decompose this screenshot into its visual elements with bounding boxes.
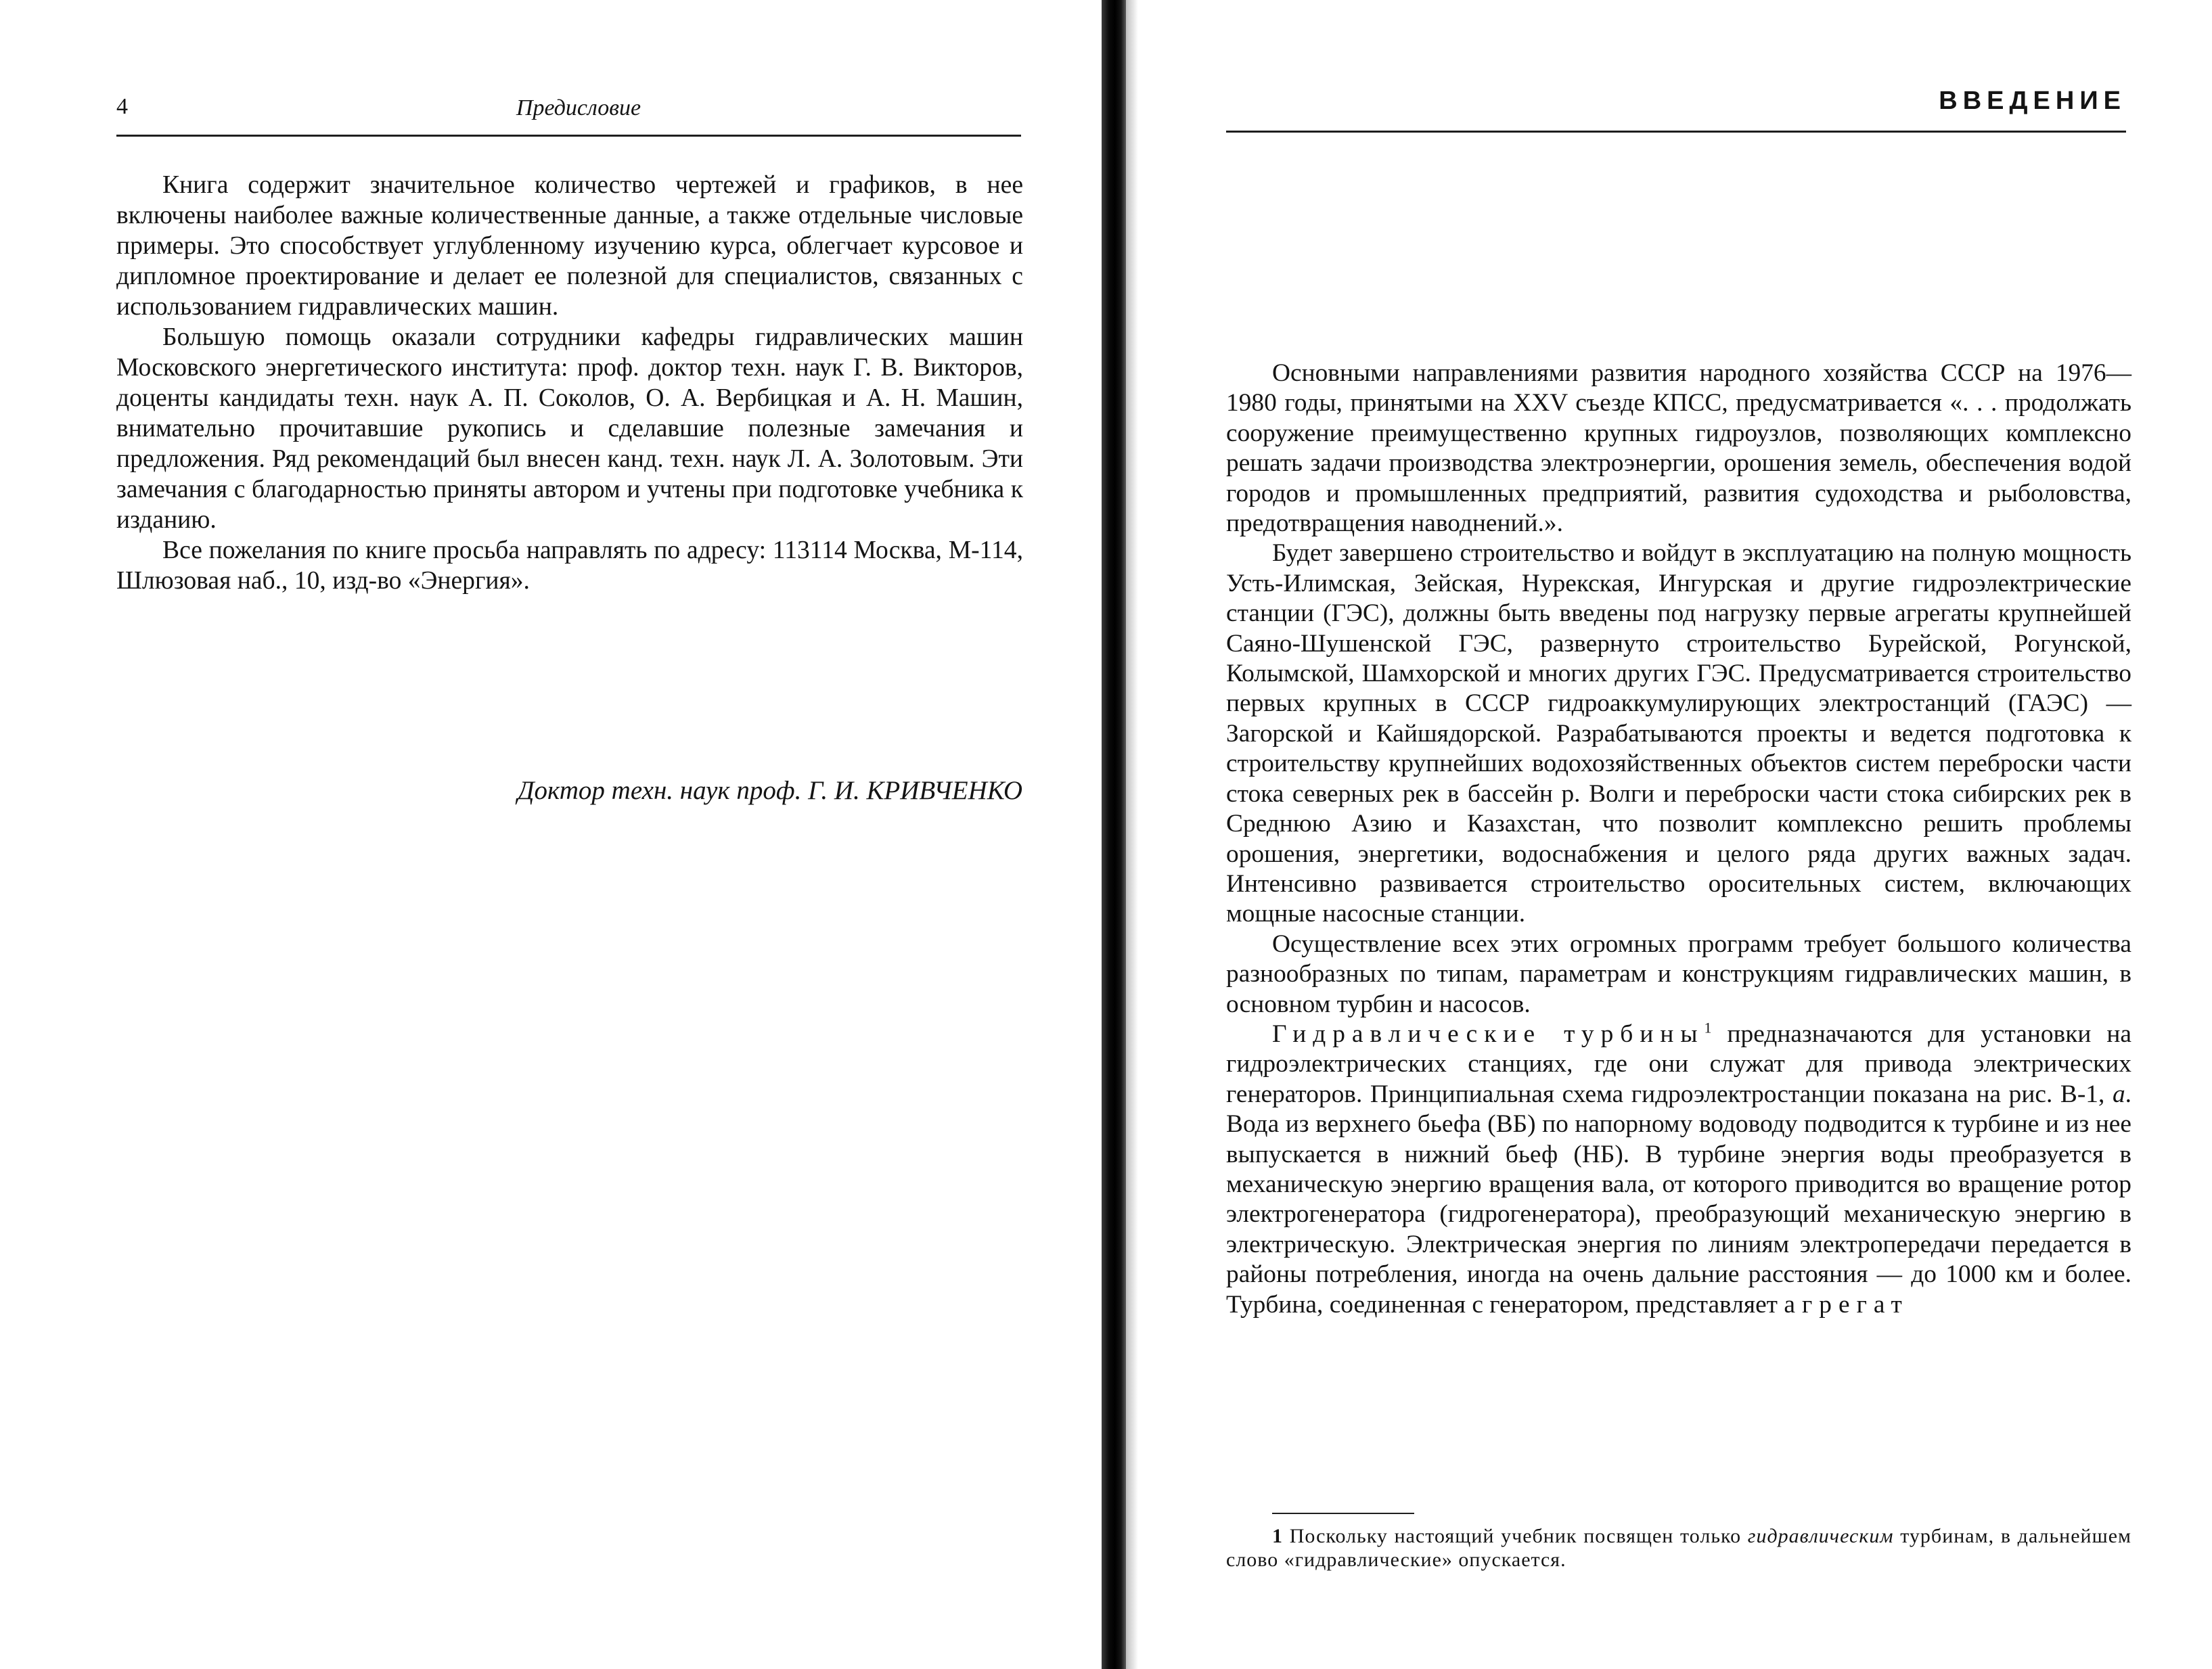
paragraph: Большую помощь оказали сотрудники кафедры гидравлических машин Московского энергетического института: проф. доктор техн. наук Г. В. Викторов, доценты кандидаты техн. наук А. П. Соколов, О. А. Вербицкая и А. Н. Машин, внимательно прочитавшие рукопись и сделавшие полезные замечания и предложения. Ряд рекомендаций был внесен канд. техн. наук Л. А. Золотовым. Эти замечания с благодарностью приняты автором и учтены при подготовке учебника к изданию.	[116, 323, 1023, 534]
paragraph: Осуществление всех этих огромных программ требует большого количества разнообразных по типам, параметрам и конструкциям гидравлических машин, в основном турбин и насосов.	[1226, 930, 2131, 1018]
spaced-term: Гидравлические турбины	[1272, 1020, 1705, 1048]
page-number: 4	[116, 94, 128, 119]
footnote	[1226, 1524, 2131, 1572]
footnote-text: турбинам, в дальнейшем слово «гидравлические» опускается.	[1226, 1525, 2132, 1571]
paragraph-text: предназначаются для установки на гидроэлектрических станциях, где они служат для привода электрических генераторов. Принципиальная схема гидроэлектростанции показана на рис. В-1,	[1226, 1020, 2131, 1108]
gutter-shadow	[1126, 0, 1138, 1669]
paragraph: Все пожелания по книге просьба направлять по адресу: 113114 Москва, М-114, Шлюзовая наб., 10, изд-во «Энергия».	[116, 536, 1023, 595]
figure-letter: а	[2112, 1080, 2125, 1108]
footnote-rule	[1272, 1513, 1414, 1514]
running-title: Предисловие	[516, 95, 641, 120]
left-page	[0, 0, 1096, 1669]
paragraph: Книга содержит значительное количество чертежей и графиков, в нее включены наиболее важные количественные данные, а также отдельные числовые примеры. Это способствует углубленному изучению курса, облегчает курсовое и дипломное проектирование и делает ее полезной для специалистов, связанных с использованием гидравлических машин.	[116, 171, 1023, 321]
header-rule	[1226, 131, 2126, 133]
paragraph: Основными направлениями развития народного хозяйства СССР на 1976—1980 годы, принятыми на XXV съезде КПСС, предусматривается «. . . продолжать сооружение преимущественно крупных гидроузлов, позволяющих комплексно решать задачи производства электроэнергии, орошения земель, обеспечения водой городов и промышленных предприятий, развития судоходства и рыболовства, предотвращения наводнений.».	[1226, 359, 2131, 538]
footnote-text: Поскольку настоящий учебник посвящен только	[1283, 1525, 1748, 1547]
paragraph	[1226, 1020, 2131, 1320]
author-signature: Доктор техн. наук проф. Г. И. КРИВЧЕНКО	[517, 776, 1022, 805]
footnote-mark: 1	[1272, 1525, 1283, 1547]
footnote-emphasis: гидравлическим	[1747, 1525, 1894, 1547]
header-rule	[116, 135, 1021, 137]
right-page	[1150, 0, 2212, 1669]
preface-text	[116, 170, 1023, 596]
paragraph-text: . Вода из верхнего бьефа (ВБ) по напорному водоводу подводится к турбине и из нее выпускается в нижний бьеф (НБ). В турбине энергия воды преобразуется в механическую энергию вращения вала, от которого приводится во вращение ротор электрогенератора (гидрогенератора), преобразующий механическую энергию в электрическую. Электрическая энергия по линиям электропередачи передается в районы потребления, иногда на очень дальние расстояния — до 1000 км и более. Турбина, соединенная с генератором, представляет	[1226, 1080, 2131, 1319]
introduction-text	[1226, 359, 2131, 1320]
spaced-term: агрегат	[1784, 1290, 1909, 1319]
footnote-reference: 1	[1704, 1019, 1712, 1036]
chapter-title: ВВЕДЕНИЕ	[1939, 87, 2126, 115]
book-spine	[1102, 0, 1126, 1669]
paragraph: Будет завершено строительство и войдут в эксплуатацию на полную мощность Усть-Илимская, Зейская, Нурекская, Ингурская и другие гидроэлектрические станции (ГЭС), должны быть введены под нагрузку первые агрегаты крупнейшей Саяно-Шушенской ГЭС, развернуто строительство Бурейской, Рогунской, Колымской, Шамхорской и многих других ГЭС. Предусматривается строительство первых крупных в СССР гидроаккумулирующих электростанций (ГАЭС) — Загорской и Кайшядорской. Разрабатываются проекты и ведется подготовка к строительству крупнейших водохозяйственных объектов систем переброски части стока северных рек в бассейн р. Волги и переброски части стока сибирских рек в Среднюю Азию и Казахстан, что позволит комплексно решить проблемы орошения, энергетики, водоснабжения и целого ряда других важных задач. Интенсивно развивается строительство оросительных систем, включающих мощные насосные станции.	[1226, 539, 2131, 928]
